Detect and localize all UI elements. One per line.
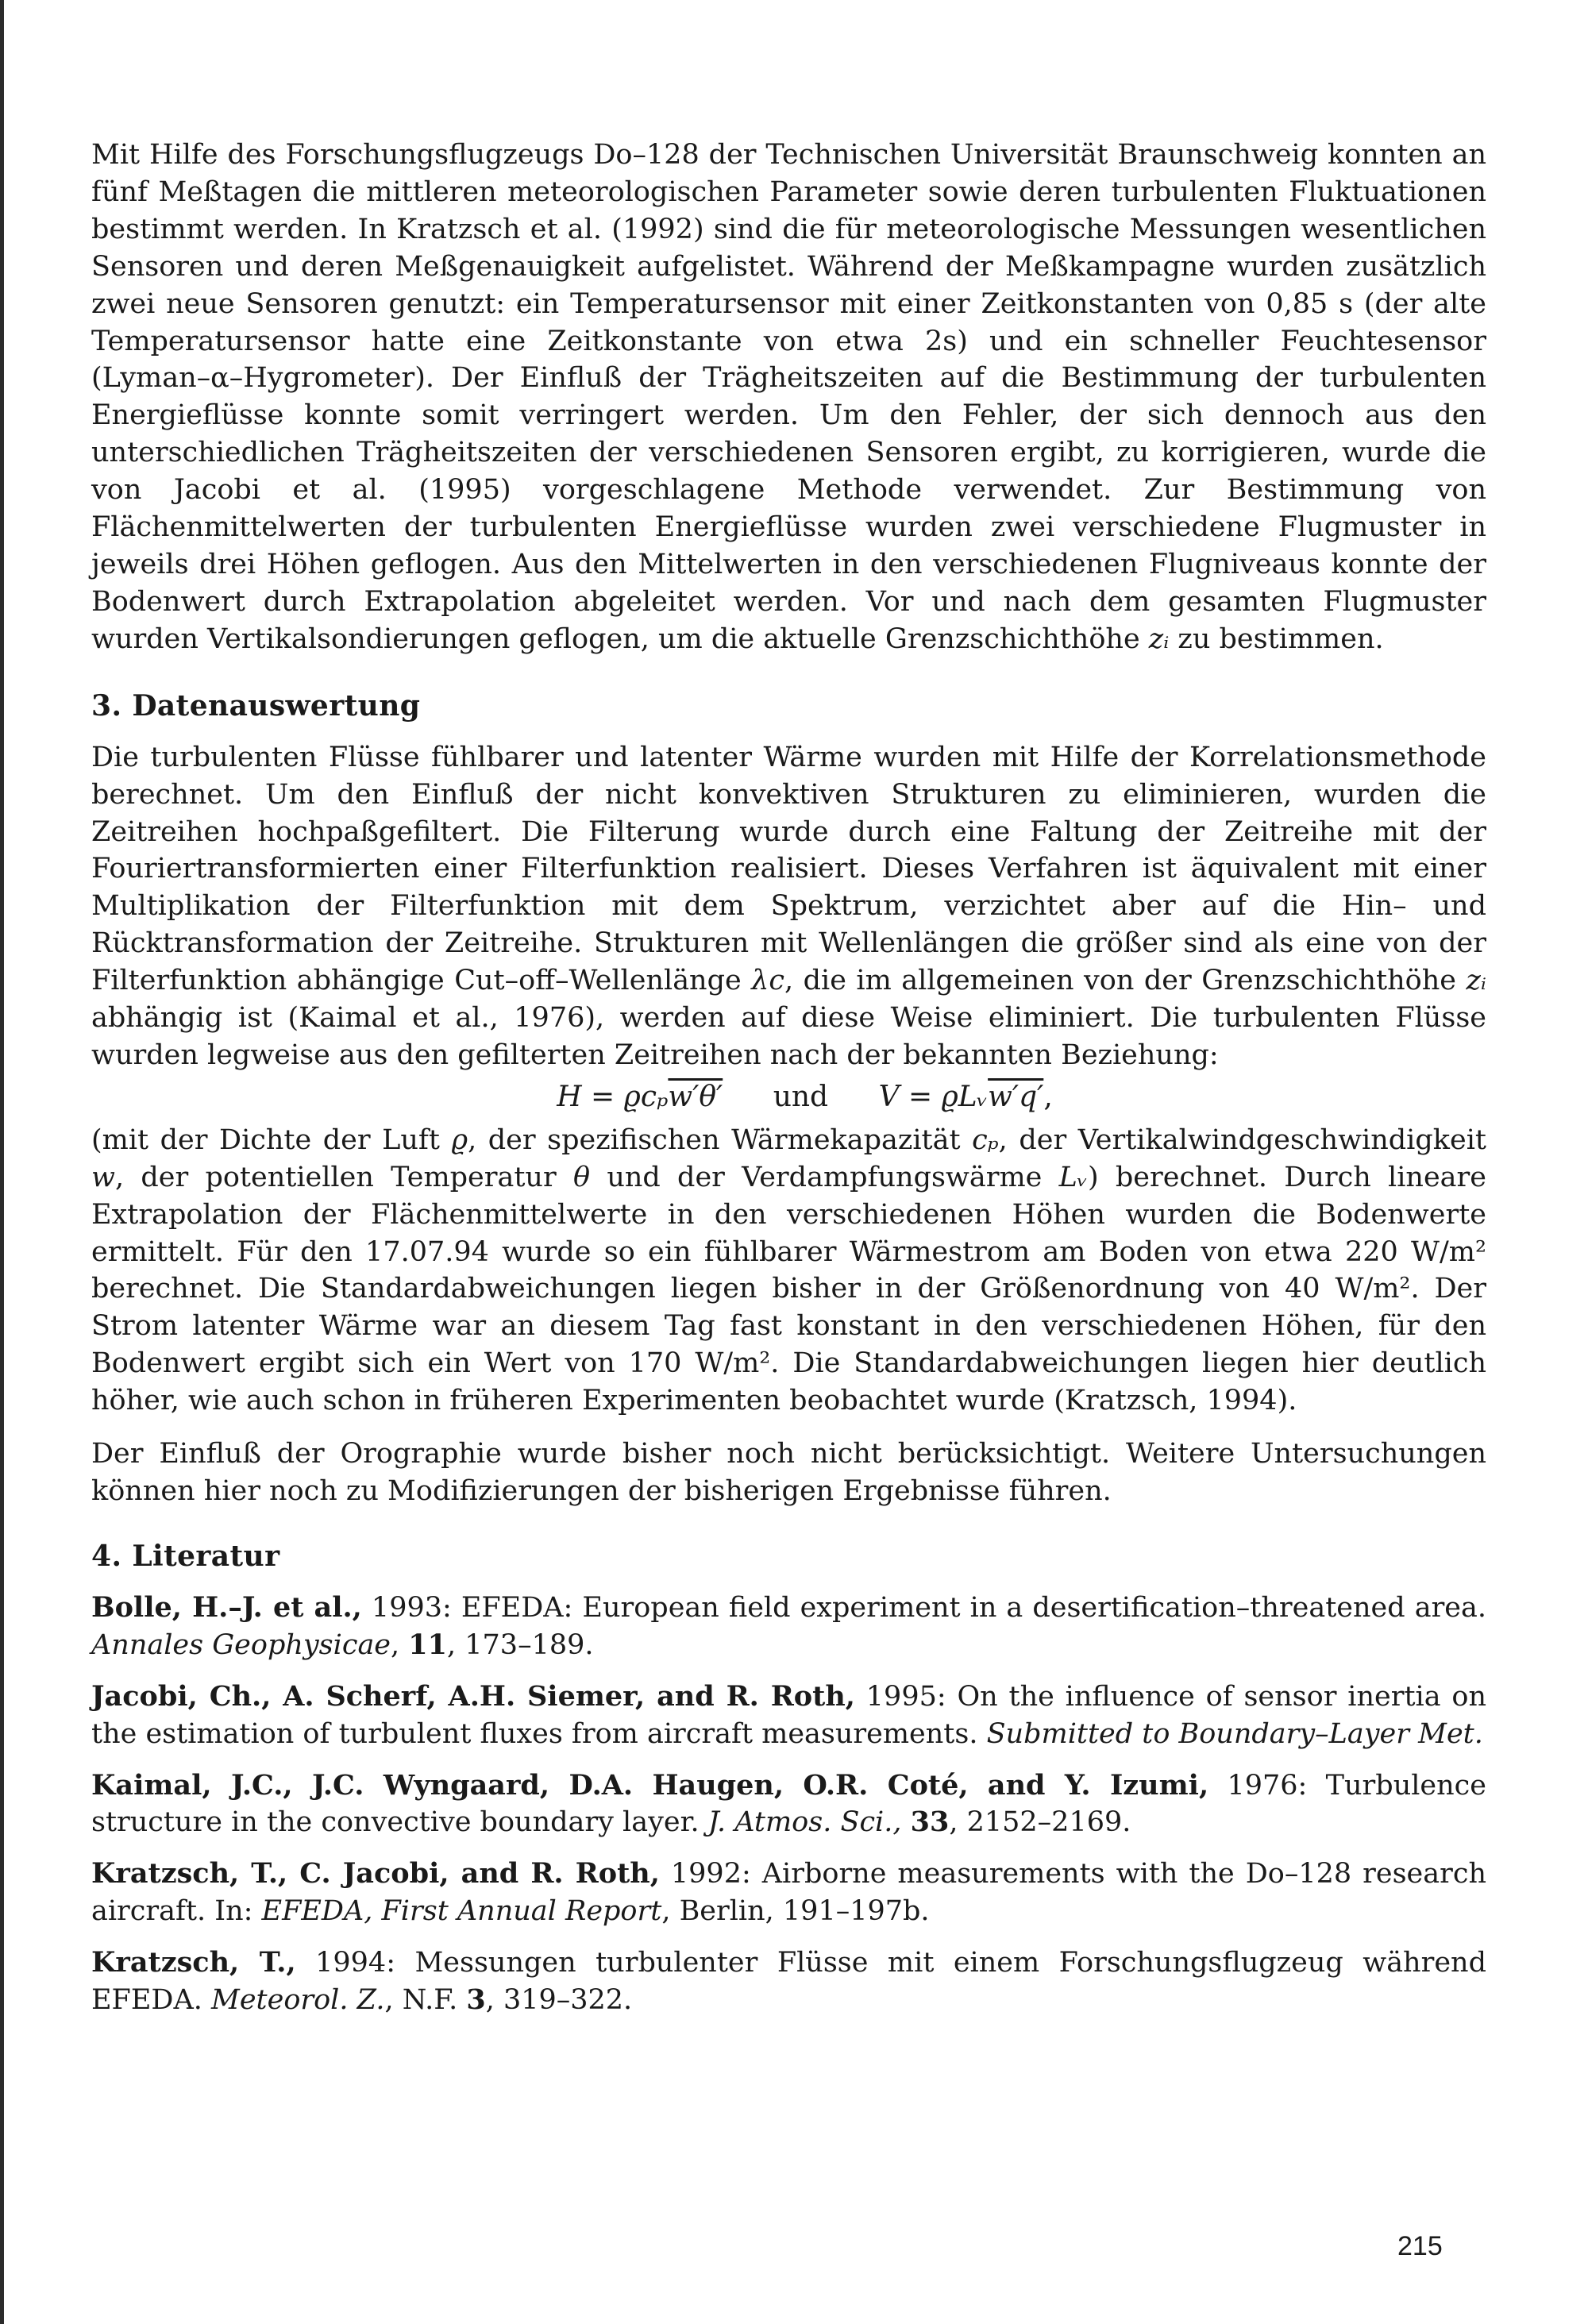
reference-list [91,1590,1486,2019]
content [91,137,1486,2019]
reference-item: Kratzsch, T., 1994: Messungen turbulenter Flüsse mit einem Forschungsflugzeug während EFEDA. Meteorol. Z., N.F. 3, 319–322. [91,1946,1486,2017]
reference-item: Kaimal, J.C., J.C. Wyngaard, D.A. Haugen, O.R. Coté, and Y. Izumi, 1976: Turbulence structure in the convective boundary layer. J. Atmos. Sci., 33, 2152–2169. [91,1768,1486,1839]
section-3-paragraph-3: Der Einfluß der Orographie wurde bisher noch nicht berücksichtigt. Weitere Untersuchungen können hier noch zu Modifizierungen der bisherigen Ergebnisse führen. [91,1438,1486,1507]
section-4-heading: 4. Literatur [91,1539,280,1573]
scan-edge [0,0,4,2324]
page-number: 215 [1397,2231,1443,2261]
section-3-heading: 3. Datenauswertung [91,688,421,723]
section-3-paragraph-2: (mit der Dichte der Luft ϱ, der spezifischen Wärmekapazität cₚ, der Vertikalwindgeschwindigkeit w, der potentiellen Temperatur θ und der Verdampfungswärme Lᵥ) berechnet. Durch lineare Extrapolation der Flächenmittelwerte in den verschiedenen Höhen wurden die Bodenwerte ermittelt. Für den 17.07.94 wurde so ein fühlbarer Wärmestrom am Boden von etwa 220 W/m² berechnet. Die Standardabweichungen liegen bisher in der Größenordnung von 40 W/m². Der Strom latenter Wärme war an diesem Tag fast konstant in den verschiedenen Höhen, für den Bodenwert ergibt sich ein Wert von 170 W/m². Die Standardabweichungen liegen hier deutlich höher, wie auch schon in früheren Experimenten beobachtet wurde (Kratzsch, 1994). [91,1123,1486,1417]
intro-paragraph: Mit Hilfe des Forschungsflugzeugs Do–128 der Technischen Universität Braunschweig konnten an fünf Meßtagen die mittleren meteorologischen Parameter sowie deren turbulenten Fluktuationen bestimmt werden. In Kratzsch et al. (1992) sind die für meteorologische Messungen wesentlichen Sensoren und deren Meßgenauigkeit aufgelistet. Während der Meßkampagne wurden zusätzlich zwei neue Sensoren genutzt: ein Temperatursensor mit einer Zeitkonstanten von 0,85 s (der alte Temperatursensor hatte eine Zeitkonstante von etwa 2s) und ein schneller Feuchtesensor (Lyman–α–Hygrometer). Der Einfluß der Trägheitszeiten auf die Bestimmung der turbulenten Energieflüsse konnte somit verringert werden. Um den Fehler, der sich dennoch aus den unterschiedlichen Trägheitszeiten der verschiedenen Sensoren ergibt, zu korrigieren, wurde die von Jacobi et al. (1995) vorgeschlagene Methode verwendet. Zur Bestimmung von Flächenmittelwerten der turbulenten Energieflüsse wurden zwei verschiedene Flugmuster in jeweils drei Höhen geflogen. Aus den Mittelwerten in den verschiedenen Flugniveaus konnte der Bodenwert durch Extrapolation abgeleitet werden. Vor und nach dem gesamten Flugmuster wurden Vertikalsondierungen geflogen, um die aktuelle Grenzschichthöhe zᵢ zu bestimmen. [91,139,1486,655]
reference-item: Bolle, H.–J. et al., 1993: EFEDA: European field experiment in a desertification–threatened area. Annales Geophysicae, 11, 173–189. [91,1590,1487,1661]
section-3-paragraph-1: Die turbulenten Flüsse fühlbarer und latenter Wärme wurden mit Hilfe der Korrelationsmethode berechnet. Um den Einfluß der nicht konvektiven Strukturen zu eliminieren, wurden die Zeitreihen hochpaßgefiltert. Die Filterung wurde durch eine Faltung der Zeitreihe mit der Fouriertransformierten einer Filterfunktion realisiert. Dieses Verfahren ist äquivalent mit einer Multiplikation der Filterfunktion mit dem Spektrum, verzichtet aber auf die Hin– und Rücktransformation der Zeitreihe. Strukturen mit Wellenlängen die größer sind als eine von der Filterfunktion abhängige Cut–off–Wellenlänge λc, die im allgemeinen von der Grenzschichthöhe zᵢ abhängig ist (Kaimal et al., 1976), werden auf diese Weise eliminiert. Die turbulenten Flüsse wurden legweise aus den gefilterten Zeitreihen nach der bekannten Beziehung: [91,741,1486,1071]
flux-formula: H = ϱcₚw′θ′ und V = ϱLᵥw′q′, [557,1080,1053,1113]
reference-item: Kratzsch, T., C. Jacobi, and R. Roth, 1992: Airborne measurements with the Do–128 research aircraft. In: EFEDA, First Annual Report, Berlin, 191–197b. [91,1857,1486,1928]
reference-item: Jacobi, Ch., A. Scherf, A.H. Siemer, and R. Roth, 1995: On the influence of sensor inertia on the estimation of turbulent fluxes from aircraft measurements. Submitted to Boundary–Layer Met. [91,1679,1486,1750]
